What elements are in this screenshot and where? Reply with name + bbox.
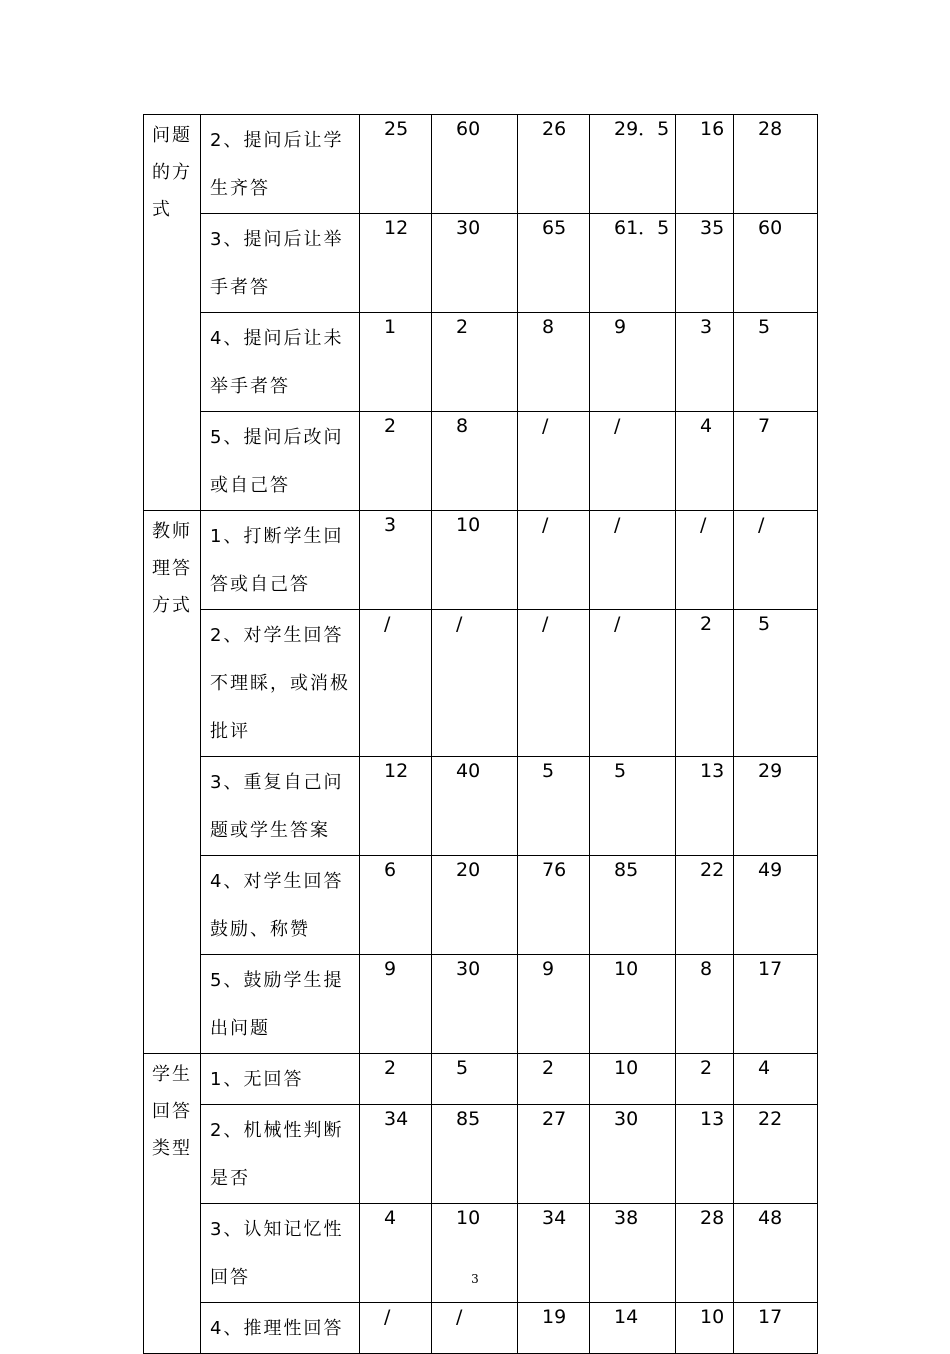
value-cell: 9 [590, 313, 676, 412]
table-row [144, 757, 818, 856]
value-cell: 3 [676, 313, 734, 412]
value-cell: 17 [734, 955, 818, 1054]
value-cell: 20 [432, 856, 518, 955]
page-number: 3 [471, 1272, 479, 1286]
value-cell: 22 [676, 856, 734, 955]
value-cell: / [360, 1303, 432, 1354]
value-cell: 65 [518, 214, 590, 313]
value-cell: 10 [676, 1303, 734, 1354]
data-table [143, 114, 818, 1354]
value-cell: 17 [734, 1303, 818, 1354]
value-cell: 40 [432, 757, 518, 856]
table-row [144, 115, 818, 214]
value-cell: 28 [676, 1204, 734, 1303]
item-cell: 3、认知记忆性回答 [201, 1204, 360, 1303]
table-row [144, 610, 818, 757]
value-cell: 9 [518, 955, 590, 1054]
item-cell: 1、无回答 [201, 1054, 360, 1105]
value-cell: 6 [360, 856, 432, 955]
value-cell: 61．5 [590, 214, 676, 313]
value-cell: / [590, 610, 676, 757]
value-cell: 16 [676, 115, 734, 214]
value-cell: 8 [676, 955, 734, 1054]
value-cell: / [518, 511, 590, 610]
value-cell: 13 [676, 1105, 734, 1204]
value-cell: 25 [360, 115, 432, 214]
item-cell: 3、提问后让举手者答 [201, 214, 360, 313]
value-cell: 4 [676, 412, 734, 511]
value-cell: / [518, 412, 590, 511]
item-cell: 4、对学生回答鼓励、称赞 [201, 856, 360, 955]
value-cell: 30 [432, 214, 518, 313]
value-cell: 4 [360, 1204, 432, 1303]
category-cell: 学生回答类型 [144, 1054, 201, 1354]
table-row [144, 412, 818, 511]
value-cell: 10 [590, 1054, 676, 1105]
value-cell: 10 [432, 1204, 518, 1303]
item-cell: 5、提问后改问或自己答 [201, 412, 360, 511]
value-cell: / [590, 511, 676, 610]
value-cell: 10 [590, 955, 676, 1054]
value-cell: 34 [518, 1204, 590, 1303]
value-cell: 5 [734, 610, 818, 757]
value-cell: 27 [518, 1105, 590, 1204]
table-row [144, 1204, 818, 1303]
value-cell: / [734, 511, 818, 610]
value-cell: 12 [360, 757, 432, 856]
value-cell: 14 [590, 1303, 676, 1354]
value-cell: 85 [590, 856, 676, 955]
value-cell: 8 [518, 313, 590, 412]
item-cell: 2、提问后让学生齐答 [201, 115, 360, 214]
value-cell: 13 [676, 757, 734, 856]
value-cell: 5 [734, 313, 818, 412]
value-cell: / [676, 511, 734, 610]
value-cell: 38 [590, 1204, 676, 1303]
value-cell: 26 [518, 115, 590, 214]
value-cell: 34 [360, 1105, 432, 1204]
table-row [144, 214, 818, 313]
value-cell: 2 [676, 1054, 734, 1105]
value-cell: 10 [432, 511, 518, 610]
value-cell: 4 [734, 1054, 818, 1105]
item-cell: 4、提问后让未举手者答 [201, 313, 360, 412]
table-row [144, 313, 818, 412]
item-cell: 2、机械性判断是否 [201, 1105, 360, 1204]
item-cell: 4、推理性回答 [201, 1303, 360, 1354]
value-cell: / [360, 610, 432, 757]
value-cell: 76 [518, 856, 590, 955]
value-cell: 12 [360, 214, 432, 313]
value-cell: 48 [734, 1204, 818, 1303]
item-cell: 1、打断学生回答或自己答 [201, 511, 360, 610]
value-cell: 60 [734, 214, 818, 313]
category-cell: 问题的方式 [144, 115, 201, 511]
value-cell: / [590, 412, 676, 511]
value-cell: 9 [360, 955, 432, 1054]
table-row [144, 1303, 818, 1354]
value-cell: 5 [590, 757, 676, 856]
table-row [144, 856, 818, 955]
value-cell: 29 [734, 757, 818, 856]
table-row [144, 955, 818, 1054]
value-cell: / [432, 1303, 518, 1354]
value-cell: 22 [734, 1105, 818, 1204]
value-cell: 85 [432, 1105, 518, 1204]
value-cell: 5 [518, 757, 590, 856]
value-cell: 2 [432, 313, 518, 412]
category-cell: 教师理答方式 [144, 511, 201, 1054]
table-row [144, 1105, 818, 1204]
value-cell: 28 [734, 115, 818, 214]
value-cell: 30 [432, 955, 518, 1054]
value-cell: 8 [432, 412, 518, 511]
value-cell: 2 [360, 1054, 432, 1105]
value-cell: 35 [676, 214, 734, 313]
value-cell: 1 [360, 313, 432, 412]
value-cell: 30 [590, 1105, 676, 1204]
item-cell: 5、鼓励学生提出问题 [201, 955, 360, 1054]
value-cell: 2 [676, 610, 734, 757]
value-cell: 60 [432, 115, 518, 214]
table-row [144, 1054, 818, 1105]
value-cell: 5 [432, 1054, 518, 1105]
value-cell: 19 [518, 1303, 590, 1354]
value-cell: 7 [734, 412, 818, 511]
table-row [144, 511, 818, 610]
value-cell: 29．5 [590, 115, 676, 214]
value-cell: 49 [734, 856, 818, 955]
value-cell: / [518, 610, 590, 757]
item-cell: 2、对学生回答不理睬，或消极批评 [201, 610, 360, 757]
item-cell: 3、重复自己问题或学生答案 [201, 757, 360, 856]
value-cell: 3 [360, 511, 432, 610]
value-cell: 2 [360, 412, 432, 511]
value-cell: / [432, 610, 518, 757]
value-cell: 2 [518, 1054, 590, 1105]
